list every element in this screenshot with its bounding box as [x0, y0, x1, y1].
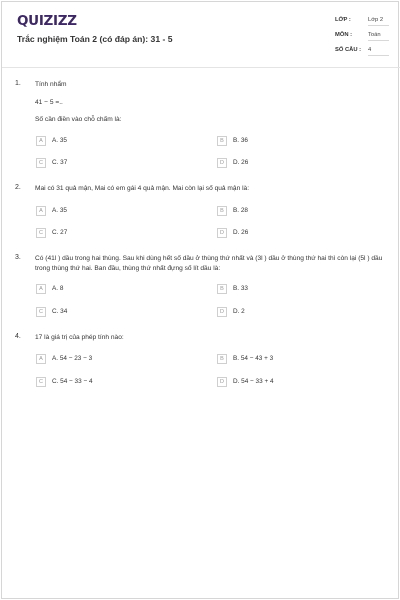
meta-label-count: SỐ CÂU : — [335, 47, 362, 53]
option-checkbox[interactable]: D — [217, 158, 227, 168]
question-text: Số cần điền vào chỗ chấm là: — [35, 116, 122, 123]
option-checkbox[interactable]: A — [36, 354, 46, 364]
meta-label-class: LỚP : — [335, 17, 351, 23]
question-number: 1. — [15, 80, 21, 87]
option-checkbox[interactable]: B — [217, 284, 227, 294]
option-label: A. 35 — [52, 137, 67, 144]
option-label: B. 33 — [233, 285, 248, 292]
meta-info — [335, 17, 390, 62]
meta-value-class: Lớp 2 — [368, 17, 389, 26]
quizizz-logo: QUIZIZZ — [17, 13, 77, 29]
option-label: A. 35 — [52, 207, 67, 214]
question-text: 17 là giá trị của phép tính nào: — [35, 334, 124, 341]
option-label: D. 26 — [233, 229, 249, 236]
meta-row-count — [335, 47, 390, 62]
question-number: 4. — [15, 333, 21, 340]
option-checkbox[interactable]: A — [36, 284, 46, 294]
option-label: C. 34 — [52, 308, 68, 315]
meta-row-class — [335, 17, 390, 32]
meta-row-subject — [335, 32, 390, 47]
option-label: D. 54 − 33 + 4 — [233, 378, 274, 385]
option-checkbox[interactable]: C — [36, 228, 46, 238]
question-number: 3. — [15, 254, 21, 261]
question-text: Tính nhẩm — [35, 81, 67, 88]
option-checkbox[interactable]: C — [36, 158, 46, 168]
option-checkbox[interactable]: B — [217, 206, 227, 216]
question-text: Có (41l ) dầu trong hai thùng. Sau khi dùng hết số dầu ở thùng thứ nhất và (3l ) dầu ở thùng thứ hai thì còn lại (5l ) dầu trong thùng thứ hai. Ban đầu, thùng thứ nhất đựng số lít dầu là: — [35, 255, 383, 272]
option-checkbox[interactable]: D — [217, 307, 227, 317]
option-label: D. 26 — [233, 159, 249, 166]
option-label: B. 54 − 43 + 3 — [233, 355, 274, 362]
option-checkbox[interactable]: C — [36, 307, 46, 317]
option-checkbox[interactable]: A — [36, 136, 46, 146]
option-label: D. 2 — [233, 308, 245, 315]
option-checkbox[interactable]: D — [217, 377, 227, 387]
option-label: C. 27 — [52, 229, 68, 236]
option-label: A. 54 − 23 − 3 — [52, 355, 93, 362]
meta-value-subject: Toán — [368, 32, 389, 41]
option-checkbox[interactable]: A — [36, 206, 46, 216]
meta-value-count: 4 — [368, 47, 389, 56]
option-label: A. 8 — [52, 285, 64, 292]
question-text: Mai có 31 quả mận, Mai có em gái 4 quả mận. Mai còn lại số quả mận là: — [35, 185, 250, 192]
worksheet-header — [2, 2, 400, 68]
worksheet-title: Trắc nghiệm Toán 2 (có đáp án): 31 - 5 — [17, 34, 173, 44]
option-checkbox[interactable]: B — [217, 136, 227, 146]
option-label: C. 37 — [52, 159, 68, 166]
option-label: C. 54 − 33 − 4 — [52, 378, 93, 385]
option-label: B. 36 — [233, 137, 248, 144]
option-checkbox[interactable]: B — [217, 354, 227, 364]
option-checkbox[interactable]: D — [217, 228, 227, 238]
question-number: 2. — [15, 184, 21, 191]
question-text: 41 − 5 =.. — [35, 99, 63, 106]
option-checkbox[interactable]: C — [36, 377, 46, 387]
worksheet-page — [1, 1, 399, 599]
meta-label-subject: MÔN : — [335, 32, 353, 38]
option-label: B. 28 — [233, 207, 248, 214]
